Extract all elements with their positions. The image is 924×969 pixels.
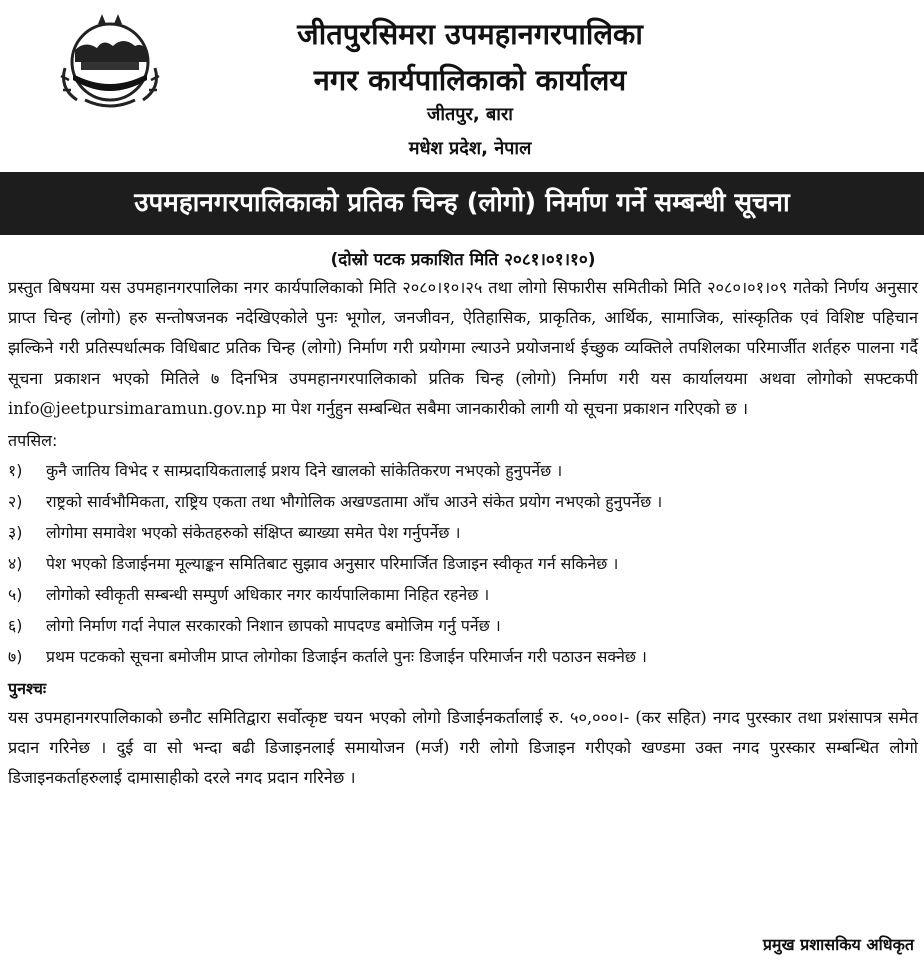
condition-text: लोगोको स्वीकृती सम्बन्धी सम्पुर्ण अधिकार नगर कार्यपालिकामा निहित रहनेछ । <box>46 585 490 605</box>
address-city: जीतपुर, बारा <box>427 104 513 125</box>
condition-item <box>8 641 918 672</box>
publication-date-note: (दोस्रो पटक प्रकाशित मिति २०८१।०१।१०) <box>330 250 596 270</box>
address-province: मधेश प्रदेश, नेपाल <box>408 138 532 159</box>
condition-text: कुनै जातिय विभेद र साम्प्रदायिकतालाई प्रशय दिने खालको सांकेतिकरण नभएको हुनुपर्नेछ । <box>46 461 563 481</box>
condition-item <box>8 486 918 517</box>
signatory-title: प्रमुख प्रशासकिय अधिकृत <box>762 935 914 954</box>
condition-number: १) <box>8 461 23 481</box>
details-label: तपसिल: <box>8 431 58 451</box>
condition-item <box>8 455 918 486</box>
notice-content <box>8 247 918 794</box>
condition-item <box>8 579 918 610</box>
condition-text: पेश भएको डिजाईनमा मूल्याङ्कन समितिबाट सुझाव अनुसार परिमार्जित डिजाइन स्वीकृत गर्न सकिनेछ । <box>46 554 619 574</box>
condition-text: राष्ट्रको सार्वभौमिकता, राष्ट्रिय एकता तथा भौगोलिक अखण्डतामा आँच आउने संकेत प्रयोग नभएको हुनुपर्नेछ । <box>46 492 663 512</box>
condition-number: ५) <box>8 585 23 605</box>
condition-text: लोगोमा समावेश भएको संकेतहरुको संक्षिप्त ब्याख्या समेत पेश गर्नुपर्नेछ । <box>46 523 461 543</box>
condition-text: प्रथम पटकको सूचना बमोजीम प्राप्त लोगोका डिजाईन कर्ताले पुनः डिजाईन परिमार्जन गरी पठाउन सक्नेछ । <box>46 647 647 667</box>
postscript-body: यस उपमहानगरपालिकाको छनौट समितिद्वारा सर्वोत्कृष्ट चयन भएको लोगो डिजाईनकर्तालाई रु. ५०,०००।- (कर सहित) नगद पुरस्कार तथा प्रशंसापत्र समेत प्रदान गरिनेछ । दुई वा सो भन्दा बढी डिजाइनलाई समायोजन (मर्ज) गरी लोगो डिजाइन गरीएको खण्डमा उक्त नगद पुरस्कार सम्बन्धित लोगो डिजाइनकर्ताहरुलाई दामासाहीको दरले नगद प्रदान गरिनेछ । <box>8 708 918 788</box>
condition-number: २) <box>8 492 23 512</box>
condition-number: ७) <box>8 647 23 667</box>
postscript-label: पुनश्चः <box>8 679 47 699</box>
government-emblem-icon <box>55 10 165 110</box>
condition-text: लोगो निर्माण गर्दा नेपाल सरकारको निशान छापको मापदण्ड बमोजिम गर्नु पर्नेछ । <box>46 616 501 636</box>
condition-number: ६) <box>8 616 23 636</box>
condition-number: ३) <box>8 523 23 543</box>
notice-title-banner <box>0 172 924 235</box>
organization-name: जीतपुरसिमरा उपमहानगरपालिका <box>297 17 643 51</box>
condition-number: ४) <box>8 554 23 574</box>
condition-item <box>8 548 918 579</box>
conditions-list <box>8 455 918 672</box>
notice-title: उपमहानगरपालिकाको प्रतिक चिन्ह (लोगो) निर्माण गर्ने सम्बन्धी सूचना <box>134 188 790 218</box>
letterhead <box>0 0 924 172</box>
notice-body: प्रस्तुत बिषयमा यस उपमहानगरपालिका नगर कार्यपालिकाको मिति २०८०।१०।२५ तथा लोगो सिफारीस समितीको मिति २०८०।०१।०९ गतेको निर्णय अनुसार प्राप्त चिन्ह (लोगो) हरु सन्तोषजनक नदेखिएकोले पुनः भूगोल, जनजीवन, ऐतिहासिक, प्राकृतिक, आर्थिक, सामाजिक, सांस्कृतिक एवं विशिष्ट पहिचान झल्किने गरी प्रतिस्पर्धात्मक विधिबाट प्रतिक चिन्ह (लोगो) निर्माण गरी प्रयोगमा ल्याउने प्रयोजनार्थ ईच्छुक व्यक्तिले तपशिलका परिमार्जीत शर्तहरु पालना गर्दै सूचना प्रकाशन भएको मितिले ७ दिनभित्र उपमहानगरपालिकाको प्रतिक चिन्ह (लोगो) निर्माण गरी यस कार्यालयमा अथवा लोगोको सफ्टकपी info@jeetpursimaramun.gov.np मा पेश गर्नुहुन सम्बन्धित सबैमा जानकारीको लागी यो सूचना प्रकाशन गरिएको छ । <box>8 278 918 418</box>
office-name: नगर कार्यपालिकाको कार्यालय <box>313 63 627 97</box>
condition-item <box>8 610 918 641</box>
condition-item <box>8 517 918 548</box>
